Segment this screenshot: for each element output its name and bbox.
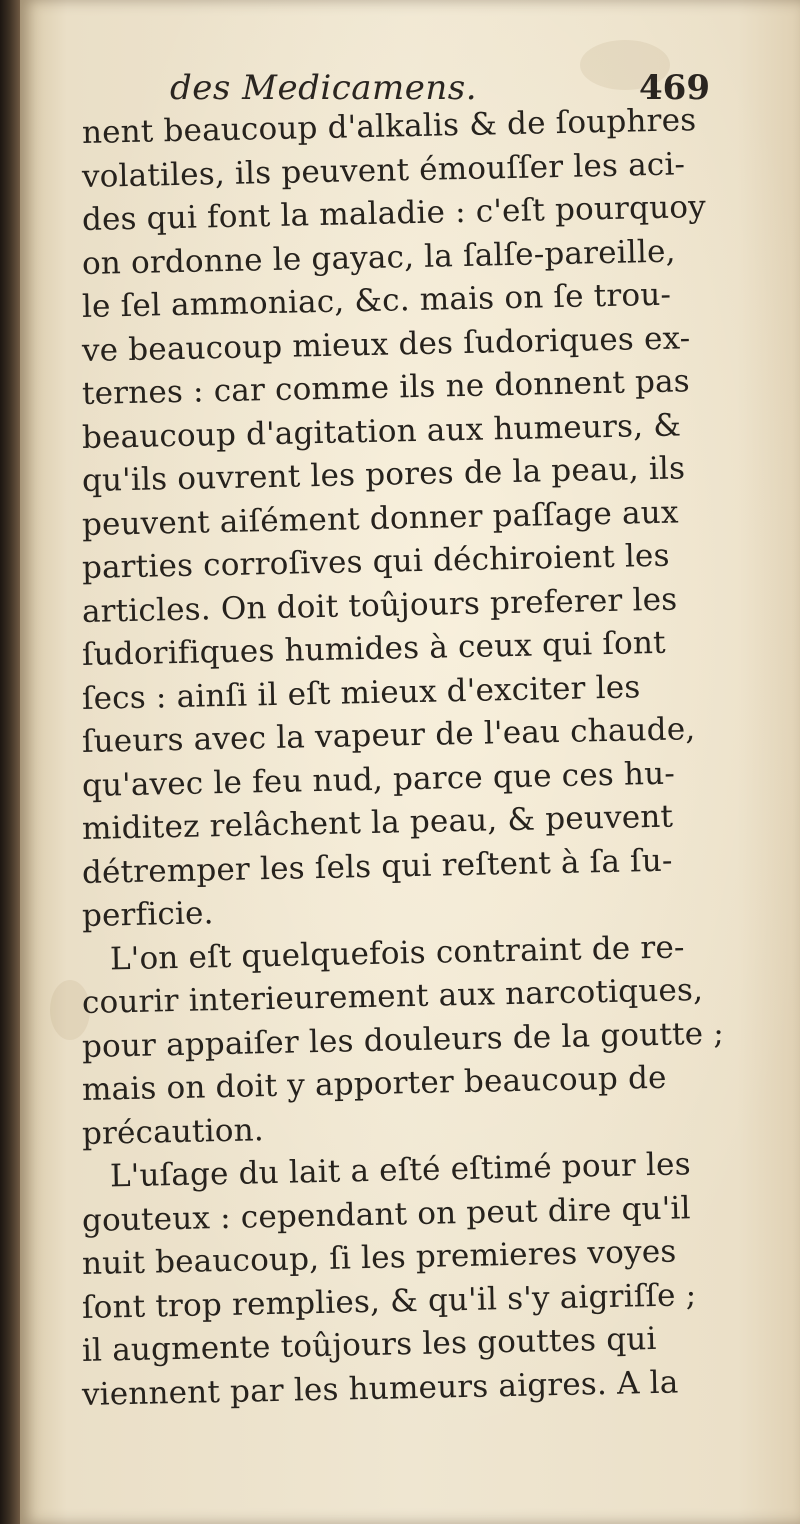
book-page [20, 0, 800, 1524]
text-line: courir interieurement aux narcotiques, [81, 971, 704, 1021]
text-line: le ſel ammoniac, &c. mais on ſe trou- [81, 276, 672, 325]
text-line: volatiles, ils peuvent émouſſer les aci- [81, 145, 686, 195]
text-line: ſudorifiques humides à ceux qui ſont [81, 624, 667, 673]
text-line: détremper les ſels qui reſtent à ſa ſu- [81, 842, 673, 891]
text-line: L'on eſt quelquefois contraint de re- [109, 928, 686, 977]
text-line: ternes : car comme ils ne donnent pas [81, 363, 691, 412]
text-line: il augmente toûjours les gouttes qui [81, 1320, 657, 1369]
text-line: nuit beaucoup, ſi les premieres voyes [81, 1233, 677, 1282]
body-text [81, 102, 732, 1417]
text-line: L'uſage du lait a eſté eſtimé pour les [109, 1146, 692, 1195]
text-line: nent beaucoup d'alkalis & de ſouphres [81, 102, 697, 151]
text-line: perficie. [81, 895, 215, 934]
text-line: des qui font la maladie : c'eſt pourquoy [81, 188, 707, 238]
text-line: pour appaiſer les douleurs de la goutte ; [81, 1015, 725, 1065]
text-line: précaution. [81, 1111, 265, 1152]
text-line: on ordonne le gayac, la ſalſe-pareille, [81, 233, 676, 282]
text-line: mais on doit y apporter beaucoup de [81, 1059, 668, 1108]
running-head: des Medicamens. [170, 68, 478, 108]
book-binding-edge [0, 0, 20, 1524]
text-line: ſecs : ainſi il eſt mieux d'exciter les [81, 668, 641, 717]
text-line: viennent par les humeurs aigres. A la [81, 1364, 679, 1413]
text-line: miditez relâchent la peau, & peuvent [81, 798, 674, 847]
text-line: articles. On doit toûjours preferer les [81, 581, 678, 630]
text-line: ſont trop remplies, & qu'il s'y aigriſſe ; [81, 1276, 697, 1326]
text-line: peuvent aiſément donner paſſage aux [81, 494, 679, 543]
page-number: 469 [639, 68, 710, 108]
text-line: ſueurs avec la vapeur de l'eau chaude, [81, 711, 696, 760]
text-line: qu'avec le feu nud, parce que ces hu- [81, 755, 676, 804]
text-line: ve beaucoup mieux des ſudoriques ex- [81, 319, 691, 369]
text-line: parties corroſives qui déchiroient les [81, 537, 670, 586]
text-line: beaucoup d'agitation aux humeurs, & [81, 406, 682, 456]
text-line: qu'ils ouvrent les pores de la peau, ils [81, 450, 686, 499]
text-line: gouteux : cependant on peut dire qu'il [81, 1189, 692, 1239]
